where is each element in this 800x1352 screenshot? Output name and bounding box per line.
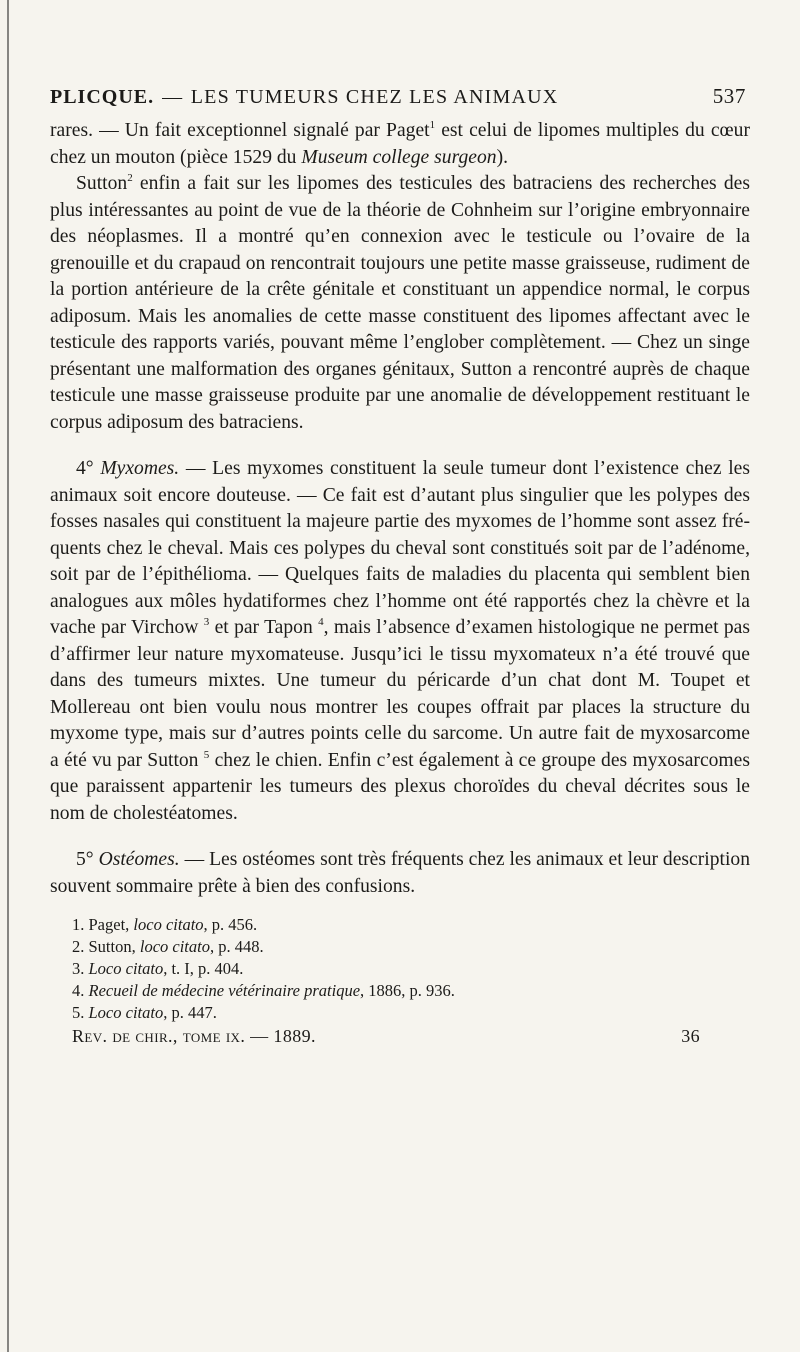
section-heading-myxomes: Myxomes.: [100, 458, 180, 479]
page-number: 537: [712, 84, 746, 108]
paragraph-osteomes: [50, 847, 750, 900]
p1-text-b: est celui de lipomes multiples du cœur chez un mouton (pièce 1529 du: [50, 120, 750, 168]
footnote-author: Paget,: [88, 915, 134, 934]
footnote-number: 3.: [72, 959, 85, 978]
footnote-page: , p. 456.: [203, 915, 258, 934]
footnote: [72, 958, 750, 980]
footnote-ref-1: 1: [429, 119, 436, 131]
p2-text-b: enfin a fait sur les lipomes des testicules des batraciens des recherches des plus intéressantes au point de vue de la théorie de Cohnheim sur l’origine embryonnaire des néoplasmes. Il a montré qu’en connexion avec le testicule ou l’ovaire de la grenouille et du crapaud on rencontrait toujours une petite masse graisseuse, rudiment de la portion antérieure de la crête génitale et constituant un appendice normal, le corpus adiposum. Mais les anomalies de cette masse constituent des lipomes affectant avec le testicule des rapports variés, pouvant même l’englober complètement. — Chez un singe présentant une malformation des organes génitaux, Sutton a rencontré auprès de chaque testicule une masse graisseuse produite par une anomalie de développement restituant le corpus adiposum des batraciens.: [50, 173, 750, 433]
footnote-italic: Loco citato: [88, 1003, 164, 1022]
footnote-author: Sutton,: [88, 937, 140, 956]
footnote: [72, 914, 750, 936]
footnote-number: 4.: [72, 981, 85, 1000]
header-separator: —: [162, 86, 183, 108]
footnote: [72, 980, 750, 1002]
document-page: [50, 84, 750, 1047]
signature-mark: 36: [681, 1026, 700, 1046]
p1-text-a: rares. — Un fait exceptionnel signalé par Paget: [50, 120, 430, 141]
footnote-ref-5: 5: [203, 748, 210, 761]
footnote-page: , p. 448.: [209, 937, 264, 956]
footnote-italic: Recueil de médecine vétérinaire pratique: [88, 981, 361, 1000]
footnote-ref-2: 2: [127, 172, 133, 184]
paragraph-sutton-batraciens: [50, 171, 750, 436]
paragraph-lipomes-paget: [50, 118, 750, 171]
footnote-number: 5.: [72, 1003, 85, 1022]
running-head: [50, 84, 750, 118]
p1-italic-museum: Museum college surgeon: [301, 146, 497, 168]
p3-text-c: , mais l’absence d’examen histologique ne permet pas d’affirmer leur nature myxomateuse. Jusqu’ici le tissu myxomateux n’a été trouvé que dans des tumeurs mixtes. Une tumeur du péricarde d’un chat dont M. Toupet et Mollereau ont bien voulu nous montrer les coupes offrait par places la structure du myxome type, mais sur d’autres points celle du sarcome. Un autre fait de myxosarcome a été vu par Sutton: [50, 617, 750, 771]
p3-text-d: chez le chien. Enfin c’est également à ce groupe des myxosarcomes que paraissent appartenir les tumeurs des plexus choroïdes du cheval décrites sous le nom de cholestéatomes.: [50, 749, 750, 824]
p1-text-c: ).: [496, 146, 508, 168]
footnote-page: , p. 447.: [163, 1003, 217, 1022]
header-title: LES TUMEURS CHEZ LES ANIMAUX: [190, 86, 559, 108]
footnotes: [50, 914, 750, 1024]
footnote-italic: loco citato: [133, 915, 204, 934]
section-heading-osteomes: Ostéomes.: [98, 849, 180, 870]
footnote-page: , 1886, p. 936.: [360, 981, 455, 1000]
footnote-ref-3: 3: [203, 616, 210, 628]
footnote-ref-4: 4: [318, 616, 324, 628]
p3-text-b: et par Tapon: [209, 617, 319, 638]
paragraph-myxomes: [50, 456, 750, 827]
section-number-5: 5°: [76, 849, 94, 870]
footnote-page: , t. I, p. 404.: [163, 959, 244, 978]
footnote-italic: loco citato: [139, 937, 210, 956]
p4-text-a: — Les ostéomes sont très fréquents chez les animaux et leur description souvent sommaire prête à bien des confusions.: [50, 849, 750, 897]
page-footer: [50, 1026, 750, 1047]
journal-reference: Rev. de chir., tome ix. — 1889.: [72, 1026, 316, 1046]
section-number-4: 4°: [76, 458, 94, 479]
p2-text-a: Sutton: [76, 173, 128, 194]
footnote-number: 1.: [72, 915, 85, 934]
footnote: [72, 1002, 750, 1024]
footnote-number: 2.: [72, 937, 85, 956]
page-edge-line: [7, 0, 9, 1352]
footnote: [72, 936, 750, 958]
footnote-italic: Loco citato: [88, 959, 164, 978]
header-author: PLICQUE.: [50, 86, 155, 108]
p3-text-a: — Les myxomes constituent la seule tumeur dont l’existence chez les animaux soit encore douteuse. — Ce fait est d’autant plus singulier que les polypes des fosses nasales qui constituent la majeure partie des myxomes de l’homme sont assez fréquents chez le cheval. Mais ces polypes du cheval sont constitués soit par de l’adénome, soit par de l’épithélioma. — Quelques faits de maladies du placenta qui semblent bien analogues aux môles hydatiformes chez l’homme ont été rapportés chez la chèvre et la vache par Virchow: [50, 458, 750, 638]
